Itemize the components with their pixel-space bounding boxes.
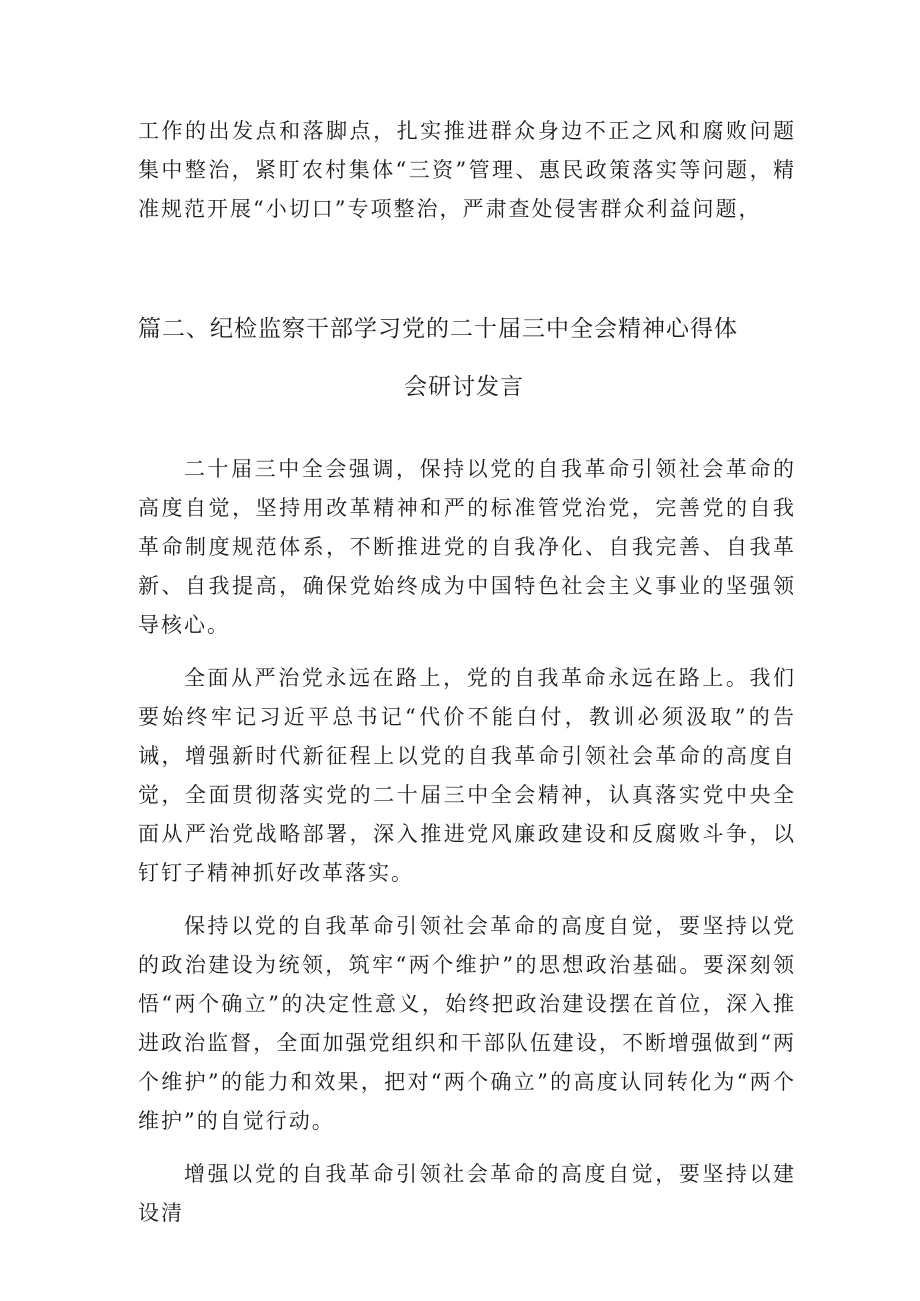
article-body <box>138 450 796 1247</box>
paragraph-3: 保持以党的自我革命引领社会革命的高度自觉，要坚持以党的政治建设为统领，筑牢“两个维护”的思想政治基础。要深刻领悟“两个确立”的决定性意义，始终把政治建设摆在首位，深入推进政治监督，全面加强党组织和干部队伍建设，不断增强做到“两个维护”的能力和效果，把对“两个确立”的高度认同转化为“两个维护”的自觉行动。 <box>138 914 796 1133</box>
paragraph-4: 增强以党的自我革命引领社会革命的高度自觉，要坚持以建设清 <box>138 1162 796 1225</box>
heading-line-1: 篇二、纪检监察干部学习党的二十届三中全会精神心得体 <box>138 316 738 342</box>
heading-line-2: 会研讨发言 <box>404 374 524 400</box>
paragraph-2: 全面从严治党永远在路上，党的自我革命永远在路上。我们要始终牢记习近平总书记“代价不能白付，教训必须汲取”的告诫，增强新时代新征程上以党的自我革命引领社会革命的高度自觉，全面贯彻落实党的二十届三中全会精神，认真落实党中央全面从严治党战略部署，深入推进党风廉政建设和反腐败斗争，以钉钉子精神抓好改革落实。 <box>138 666 796 885</box>
section-heading <box>138 300 828 416</box>
intro-paragraph: 工作的出发点和落脚点，扎实推进群众身边不正之风和腐败问题集中整治，紧盯农村集体“三资”管理、惠民政策落实等问题，精准规范开展“小切口”专项整治，严肃查处侵害群众利益问题， <box>138 119 796 221</box>
paragraph-1: 二十届三中全会强调，保持以党的自我革命引领社会革命的高度自觉，坚持用改革精神和严的标准管党治党，完善党的自我革命制度规范体系，不断推进党的自我净化、自我完善、自我革新、自我提高，确保党始终成为中国特色社会主义事业的坚强领导核心。 <box>138 457 796 637</box>
